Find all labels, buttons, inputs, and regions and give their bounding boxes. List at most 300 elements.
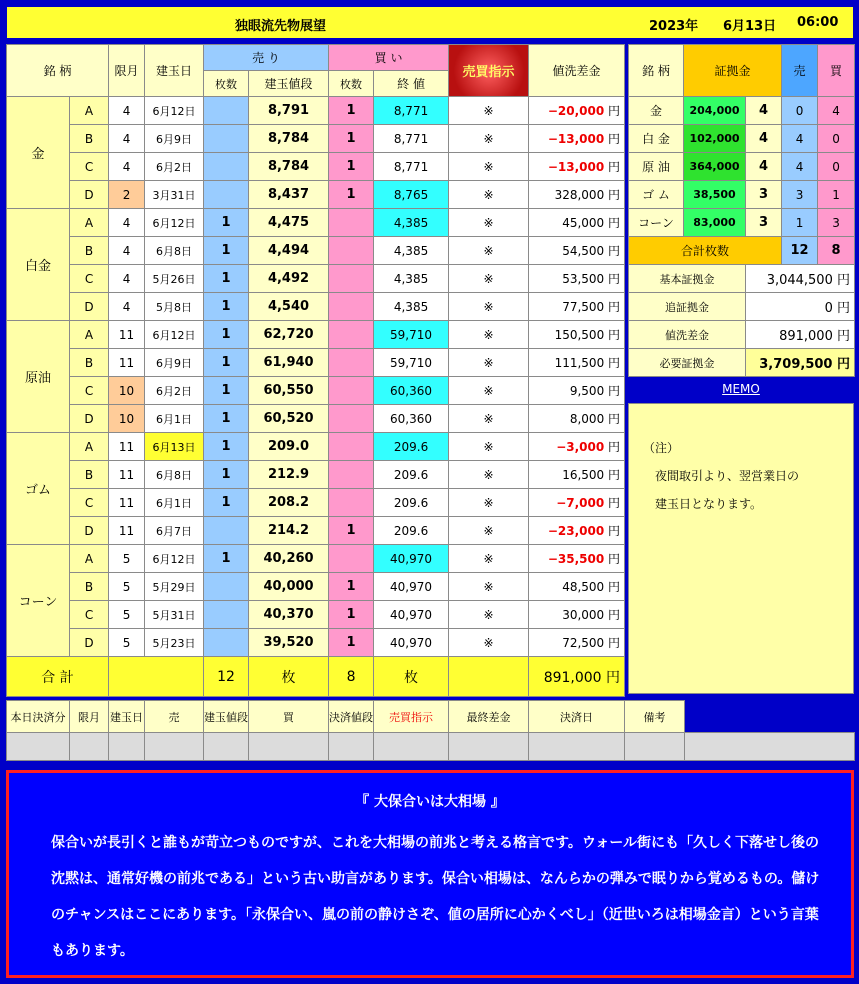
margin-multiplier: 3 (746, 181, 782, 209)
row-diff (529, 125, 625, 153)
settle-cell[interactable] (70, 733, 109, 761)
row-buy-count (329, 433, 374, 461)
row-date: 6月13日 (145, 433, 204, 461)
total-spacer (449, 657, 529, 697)
margin-buy: 0 (818, 125, 855, 153)
row-sell-count: 1 (204, 321, 249, 349)
settle-cell[interactable] (625, 733, 685, 761)
diff-value: −3,000 (556, 440, 605, 454)
row-date: 6月12日 (145, 97, 204, 125)
row-month: 5 (109, 601, 145, 629)
row-close: 4,385 (374, 209, 449, 237)
settle-cell[interactable] (685, 733, 855, 761)
row-buy-count: 1 (329, 97, 374, 125)
row-price: 40,260 (249, 545, 329, 573)
row-month: 11 (109, 433, 145, 461)
margin-value: 83,000 (684, 209, 746, 237)
table-row (7, 405, 625, 433)
yen-unit: 円 (837, 273, 851, 288)
row-close: 8,771 (374, 153, 449, 181)
row-sell-count: 1 (204, 461, 249, 489)
table-row (7, 461, 625, 489)
row-date: 5月29日 (145, 573, 204, 601)
yen-unit: 円 (837, 301, 851, 316)
row-date: 6月12日 (145, 209, 204, 237)
row-sub: C (70, 377, 109, 405)
row-close: 209.6 (374, 489, 449, 517)
diff-value: −23,000 (547, 524, 605, 538)
row-sell-count: 1 (204, 237, 249, 265)
table-row (7, 153, 625, 181)
row-buy-count: 1 (329, 181, 374, 209)
total-unit: 枚 (374, 657, 449, 697)
row-buy-count: 1 (329, 153, 374, 181)
row-instruction: ※ (449, 405, 529, 433)
row-sell-count (204, 573, 249, 601)
row-date: 6月8日 (145, 461, 204, 489)
margin-buy: 1 (818, 181, 855, 209)
row-price: 61,940 (249, 349, 329, 377)
margin-name: 金 (629, 97, 684, 125)
margin-value: 38,500 (684, 181, 746, 209)
row-buy-count: 1 (329, 517, 374, 545)
table-row (7, 517, 625, 545)
total-diff (529, 657, 625, 697)
row-close: 4,385 (374, 237, 449, 265)
row-price: 8,784 (249, 125, 329, 153)
margin-buy: 3 (818, 209, 855, 237)
summary-value: 3,044,500 (766, 273, 833, 288)
margin-row (629, 125, 855, 153)
positions-table (6, 44, 625, 697)
row-diff (529, 153, 625, 181)
row-month: 10 (109, 405, 145, 433)
margin-name: 原 油 (629, 153, 684, 181)
table-row (7, 377, 625, 405)
row-price: 40,370 (249, 601, 329, 629)
row-diff (529, 517, 625, 545)
row-close: 209.6 (374, 433, 449, 461)
row-month: 11 (109, 517, 145, 545)
row-month: 2 (109, 181, 145, 209)
row-close: 4,385 (374, 265, 449, 293)
margin-sell: 4 (782, 125, 818, 153)
row-diff (529, 377, 625, 405)
table-row (7, 125, 625, 153)
settle-cell[interactable] (109, 733, 145, 761)
row-month: 10 (109, 377, 145, 405)
row-instruction: ※ (449, 97, 529, 125)
header-year: 2023年 (649, 19, 699, 34)
table-row (7, 293, 625, 321)
row-sub: A (70, 97, 109, 125)
row-date: 6月2日 (145, 153, 204, 181)
row-date: 6月1日 (145, 489, 204, 517)
row-sell-count: 1 (204, 293, 249, 321)
row-date: 3月31日 (145, 181, 204, 209)
yen-unit: 円 (608, 412, 621, 426)
commodity-name: ゴム (7, 433, 70, 545)
diff-value: −7,000 (556, 496, 605, 510)
row-close: 59,710 (374, 321, 449, 349)
summary-row (629, 349, 855, 377)
row-diff (529, 405, 625, 433)
summary-label: 必要証拠金 (629, 349, 746, 377)
row-instruction: ※ (449, 293, 529, 321)
margin-row (629, 97, 855, 125)
row-date: 6月8日 (145, 237, 204, 265)
yen-unit: 円 (608, 524, 621, 538)
yen-unit: 円 (837, 357, 851, 372)
row-instruction: ※ (449, 545, 529, 573)
row-price: 208.2 (249, 489, 329, 517)
commodity-name: 金 (7, 97, 70, 209)
yen-unit: 円 (608, 104, 621, 118)
row-date: 6月12日 (145, 321, 204, 349)
row-buy-count (329, 265, 374, 293)
row-price: 8,437 (249, 181, 329, 209)
settle-cell[interactable] (204, 733, 249, 761)
row-instruction: ※ (449, 601, 529, 629)
summary-value: 891,000 (779, 329, 833, 344)
row-diff (529, 293, 625, 321)
row-price: 4,540 (249, 293, 329, 321)
col-sell-count: 枚数 (204, 71, 249, 97)
row-instruction: ※ (449, 265, 529, 293)
margin-sell: 3 (782, 181, 818, 209)
settle-cell[interactable] (449, 733, 529, 761)
diff-value: −20,000 (547, 104, 605, 118)
row-diff (529, 433, 625, 461)
col-buy-count: 枚数 (329, 71, 374, 97)
row-sell-count: 1 (204, 433, 249, 461)
yen-unit: 円 (608, 300, 621, 314)
row-date: 6月7日 (145, 517, 204, 545)
row-price: 8,791 (249, 97, 329, 125)
yen-unit: 円 (608, 468, 621, 482)
summary-row (629, 321, 855, 349)
row-month: 4 (109, 209, 145, 237)
row-buy-count: 1 (329, 125, 374, 153)
diff-value: 54,500 (562, 244, 605, 258)
row-month: 4 (109, 293, 145, 321)
row-sell-count (204, 517, 249, 545)
margin-row (629, 181, 855, 209)
row-price: 4,492 (249, 265, 329, 293)
row-sell-count (204, 125, 249, 153)
row-instruction: ※ (449, 153, 529, 181)
proverb-body: 保合いが長引くと誰もが苛立つものですが、これを大相場の前兆と考える格言です。ウォール街にも「久しく下落せし後の沈黙は、通常好機の前兆である」という古い助言があります。保合い相場は、なんらかの弾みで眠りから覚めるもの。儲けのチャンスはここにあります。「永保合い、嵐の前の静けさぞ、値の居所に心かくべし」（近世いろは相場金言）という言葉もあります。 (51, 835, 820, 959)
row-instruction: ※ (449, 377, 529, 405)
memo-box (628, 403, 854, 694)
margin-value: 364,000 (684, 153, 746, 181)
row-month: 4 (109, 237, 145, 265)
margin-buy: 0 (818, 153, 855, 181)
settle-col: 建玉値段 (204, 701, 249, 733)
yen-unit: 円 (608, 580, 621, 594)
row-close: 209.6 (374, 517, 449, 545)
row-month: 4 (109, 97, 145, 125)
total-sell: 12 (204, 657, 249, 697)
commodity-name: コーン (7, 545, 70, 657)
row-instruction: ※ (449, 573, 529, 601)
row-instruction: ※ (449, 349, 529, 377)
settle-cell[interactable] (249, 733, 329, 761)
summary-value: 0 (824, 301, 833, 316)
row-diff (529, 97, 625, 125)
row-instruction: ※ (449, 125, 529, 153)
row-sell-count: 1 (204, 209, 249, 237)
diff-value: 150,500 (554, 328, 605, 342)
settle-col: 買 (249, 701, 329, 733)
summary-value-cell (746, 349, 855, 377)
row-close: 60,360 (374, 377, 449, 405)
row-month: 11 (109, 489, 145, 517)
diff-value: 9,500 (569, 384, 605, 398)
row-instruction: ※ (449, 321, 529, 349)
table-row (7, 265, 625, 293)
row-instruction: ※ (449, 209, 529, 237)
row-price: 214.2 (249, 517, 329, 545)
row-close: 40,970 (374, 545, 449, 573)
settle-cell[interactable] (529, 733, 625, 761)
total-count-buy: 8 (818, 237, 855, 265)
row-close: 59,710 (374, 349, 449, 377)
summary-label: 値洗差金 (629, 321, 746, 349)
total-count-sell: 12 (782, 237, 818, 265)
margin-sell: 4 (782, 153, 818, 181)
row-month: 11 (109, 461, 145, 489)
settle-col: 売買指示 (374, 701, 449, 733)
row-buy-count (329, 209, 374, 237)
header-time: 06:00 (797, 15, 839, 30)
yen-unit: 円 (606, 669, 621, 686)
row-diff (529, 629, 625, 657)
table-row (7, 573, 625, 601)
row-month: 5 (109, 629, 145, 657)
title-bar (6, 6, 854, 39)
col-diff: 値洗差金 (529, 45, 625, 97)
row-sub: B (70, 349, 109, 377)
settle-col: 建玉日 (109, 701, 145, 733)
diff-value: 328,000 (554, 188, 605, 202)
diff-value: −13,000 (547, 160, 605, 174)
row-buy-count: 1 (329, 601, 374, 629)
row-buy-count: 1 (329, 573, 374, 601)
row-sell-count: 1 (204, 545, 249, 573)
margin-sell: 1 (782, 209, 818, 237)
row-sub: C (70, 153, 109, 181)
row-date: 5月31日 (145, 601, 204, 629)
total-label: 合 計 (7, 657, 109, 697)
memo-line: 夜間取引より、翌営業日の (643, 469, 800, 483)
row-instruction: ※ (449, 181, 529, 209)
row-buy-count (329, 489, 374, 517)
margin-name: 白 金 (629, 125, 684, 153)
margin-panel (628, 44, 854, 377)
row-month: 11 (109, 321, 145, 349)
yen-unit: 円 (608, 328, 621, 342)
row-sell-count (204, 629, 249, 657)
diff-value: 48,500 (562, 580, 605, 594)
table-row (7, 601, 625, 629)
col-buy: 買 い (329, 45, 449, 71)
row-sell-count (204, 601, 249, 629)
row-price: 60,520 (249, 405, 329, 433)
row-sell-count: 1 (204, 405, 249, 433)
row-price: 40,000 (249, 573, 329, 601)
row-close: 8,765 (374, 181, 449, 209)
yen-unit: 円 (608, 132, 621, 146)
row-sub: D (70, 629, 109, 657)
col-close: 終 値 (374, 71, 449, 97)
row-buy-count (329, 321, 374, 349)
table-row (7, 237, 625, 265)
row-sub: B (70, 461, 109, 489)
diff-value: 111,500 (554, 356, 605, 370)
row-sell-count: 1 (204, 489, 249, 517)
settlement-table (6, 700, 855, 761)
commodity-name: 白金 (7, 209, 70, 321)
row-instruction: ※ (449, 517, 529, 545)
row-sub: C (70, 265, 109, 293)
summary-row (629, 265, 855, 293)
row-instruction: ※ (449, 237, 529, 265)
row-diff (529, 321, 625, 349)
row-date: 6月12日 (145, 545, 204, 573)
margin-multiplier: 4 (746, 153, 782, 181)
total-diff-value: 891,000 (543, 669, 602, 686)
row-month: 4 (109, 265, 145, 293)
col-date: 建玉日 (145, 45, 204, 97)
row-date: 6月9日 (145, 349, 204, 377)
row-date: 6月2日 (145, 377, 204, 405)
row-month: 4 (109, 153, 145, 181)
row-sub: A (70, 209, 109, 237)
total-spacer (109, 657, 204, 697)
col-name: 銘 柄 (7, 45, 109, 97)
yen-unit: 円 (608, 216, 621, 230)
row-close: 4,385 (374, 293, 449, 321)
row-sub: D (70, 181, 109, 209)
settle-cell[interactable] (374, 733, 449, 761)
settle-col: 限月 (70, 701, 109, 733)
total-buy: 8 (329, 657, 374, 697)
row-sub: A (70, 321, 109, 349)
yen-unit: 円 (608, 160, 621, 174)
settle-cell[interactable] (7, 733, 70, 761)
total-count-label: 合計枚数 (629, 237, 782, 265)
row-sub: B (70, 237, 109, 265)
row-buy-count (329, 461, 374, 489)
row-sell-count: 1 (204, 349, 249, 377)
col-price: 建玉値段 (249, 71, 329, 97)
yen-unit: 円 (608, 384, 621, 398)
table-row (7, 629, 625, 657)
row-instruction: ※ (449, 461, 529, 489)
row-close: 40,970 (374, 601, 449, 629)
margin-name: ゴ ム (629, 181, 684, 209)
row-close: 40,970 (374, 629, 449, 657)
row-month: 4 (109, 125, 145, 153)
row-sub: D (70, 517, 109, 545)
row-diff (529, 545, 625, 573)
margin-col-name: 銘 柄 (629, 45, 684, 97)
row-close: 40,970 (374, 573, 449, 601)
row-close: 60,360 (374, 405, 449, 433)
row-buy-count (329, 349, 374, 377)
margin-value: 204,000 (684, 97, 746, 125)
header-date: 6月13日 (723, 19, 777, 34)
yen-unit: 円 (608, 272, 621, 286)
memo-link[interactable]: MEMO (722, 382, 760, 396)
row-diff (529, 237, 625, 265)
summary-value-cell (746, 293, 855, 321)
yen-unit: 円 (608, 496, 621, 510)
proverb-box (6, 770, 854, 978)
table-row (7, 545, 625, 573)
row-close: 8,771 (374, 125, 449, 153)
row-month: 5 (109, 545, 145, 573)
row-date: 6月9日 (145, 125, 204, 153)
settle-col: 備考 (625, 701, 685, 733)
diff-value: 53,500 (562, 272, 605, 286)
row-sell-count (204, 181, 249, 209)
row-price: 60,550 (249, 377, 329, 405)
row-buy-count: 1 (329, 629, 374, 657)
row-month: 11 (109, 349, 145, 377)
table-row (7, 321, 625, 349)
settle-cell[interactable] (145, 733, 204, 761)
row-price: 4,494 (249, 237, 329, 265)
col-month: 限月 (109, 45, 145, 97)
table-row (7, 349, 625, 377)
diff-value: 45,000 (562, 216, 605, 230)
table-row (7, 433, 625, 461)
summary-value-cell (746, 321, 855, 349)
diff-value: −35,500 (547, 552, 605, 566)
row-sub: B (70, 125, 109, 153)
diff-value: 72,500 (562, 636, 605, 650)
row-diff (529, 489, 625, 517)
settle-col: 決済値段 (329, 701, 374, 733)
row-sub: C (70, 489, 109, 517)
settle-col: 決済日 (529, 701, 625, 733)
row-diff (529, 461, 625, 489)
margin-col-margin: 証拠金 (684, 45, 782, 97)
row-price: 209.0 (249, 433, 329, 461)
yen-unit: 円 (608, 608, 621, 622)
settle-cell[interactable] (329, 733, 374, 761)
row-sub: D (70, 293, 109, 321)
row-sell-count: 1 (204, 377, 249, 405)
summary-value-cell (746, 265, 855, 293)
yen-unit: 円 (608, 244, 621, 258)
settlement-panel (6, 700, 855, 761)
row-buy-count (329, 293, 374, 321)
row-price: 39,520 (249, 629, 329, 657)
margin-table (628, 44, 855, 377)
diff-value: 8,000 (569, 412, 605, 426)
row-sell-count (204, 153, 249, 181)
diff-value: 30,000 (562, 608, 605, 622)
total-unit: 枚 (249, 657, 329, 697)
row-month: 5 (109, 573, 145, 601)
settle-col: 最終差金 (449, 701, 529, 733)
row-sub: D (70, 405, 109, 433)
yen-unit: 円 (608, 440, 621, 454)
row-date: 6月1日 (145, 405, 204, 433)
